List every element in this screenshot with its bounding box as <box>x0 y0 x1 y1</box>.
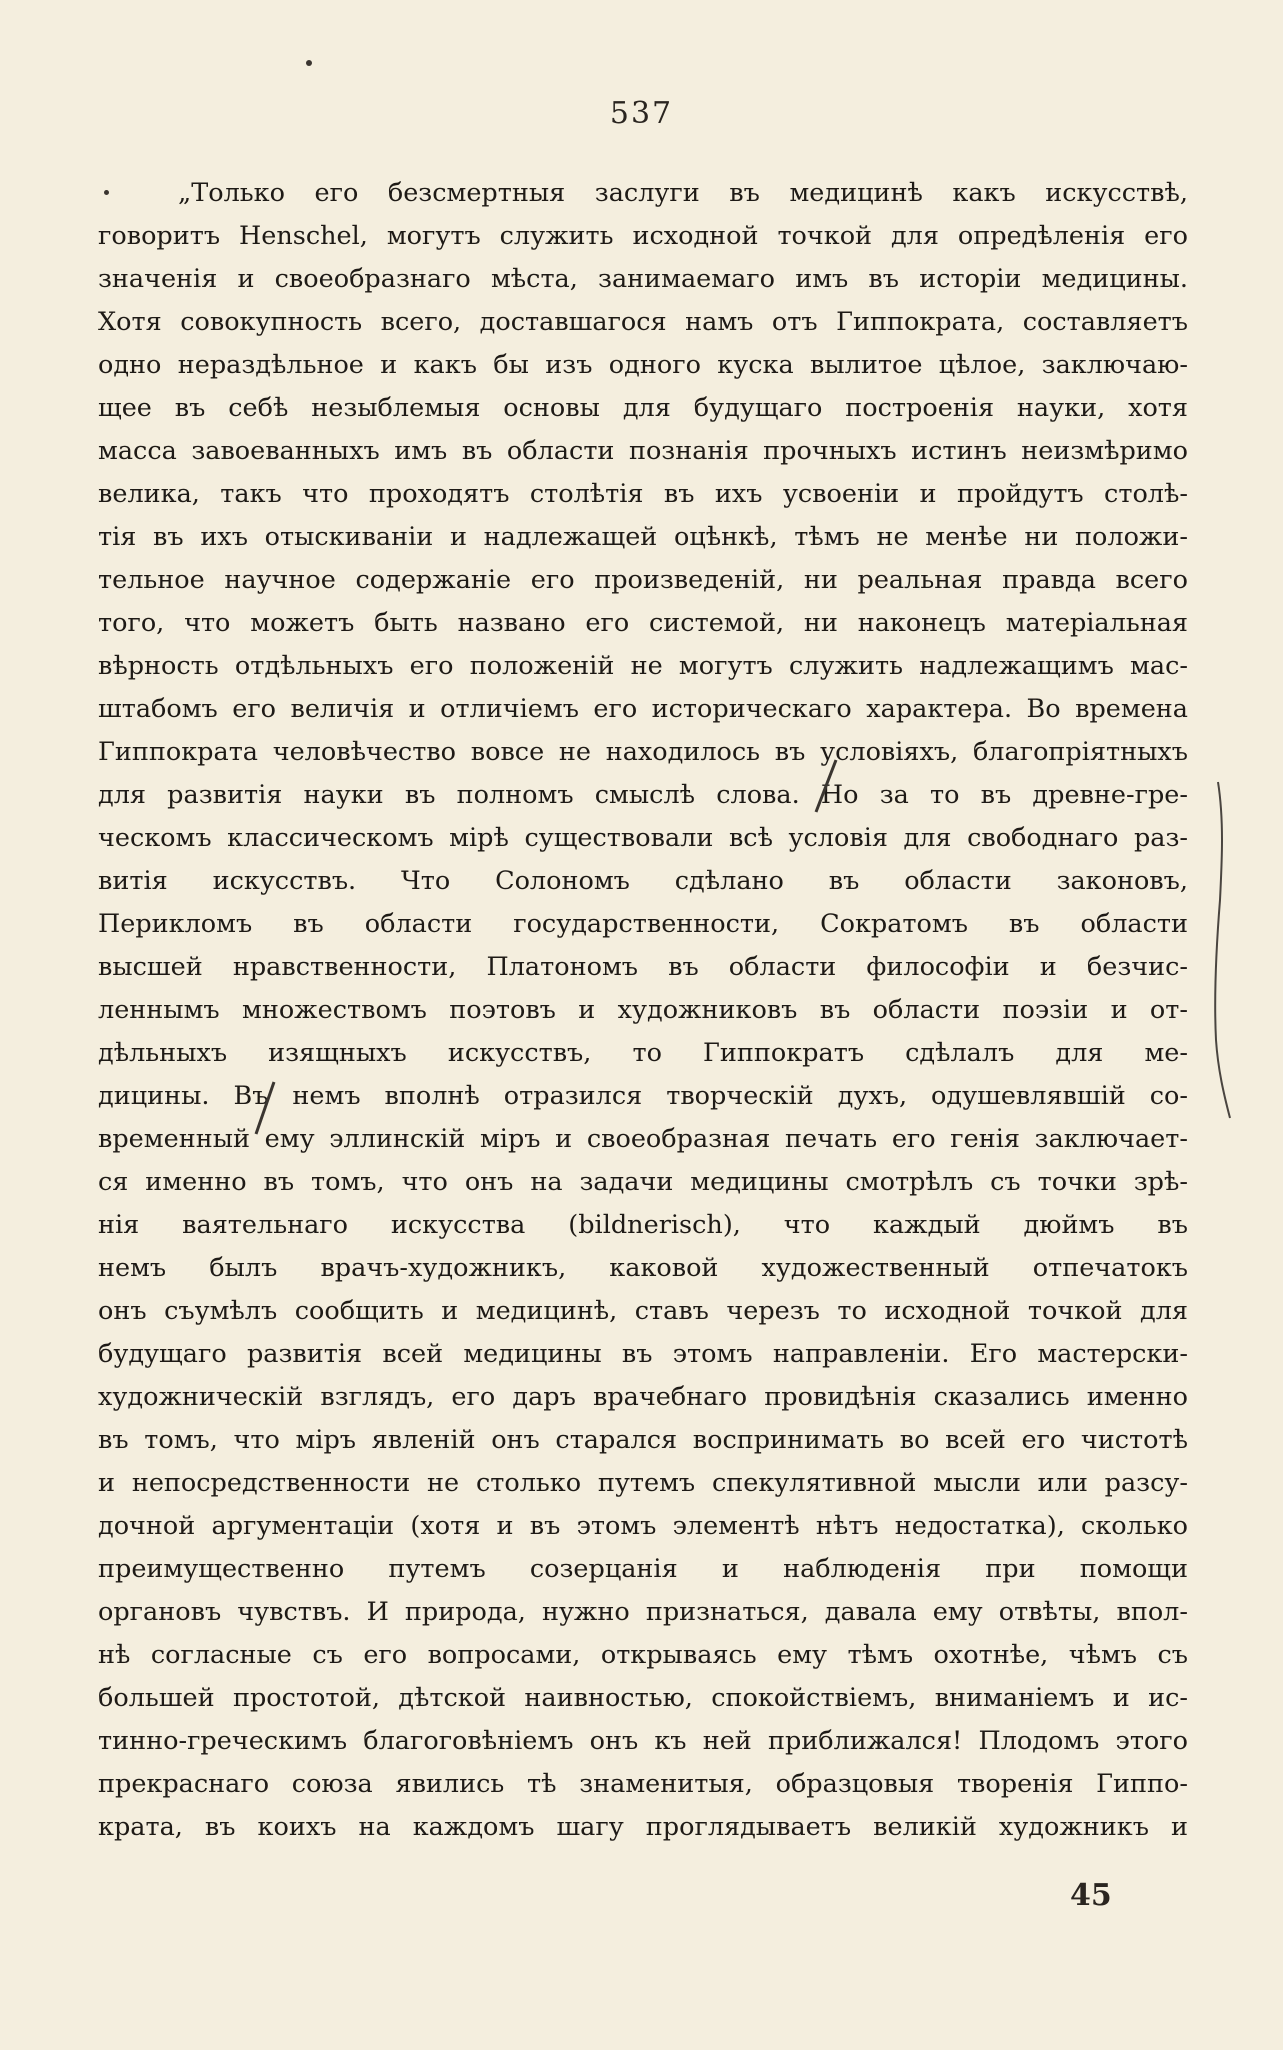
text-line: временный ему эллинскій міръ и своеобразная печать его генія заключает- <box>98 1124 1188 1154</box>
text-line: органовъ чувствъ. И природа, нужно признаться, давала ему отвѣты, впол- <box>98 1597 1188 1627</box>
text-line: въ томъ, что міръ явленій онъ старался воспринимать во всей его чистотѣ <box>98 1425 1188 1455</box>
body-text <box>98 172 1188 1849</box>
text-line: Хотя совокупность всего, доставшагося намъ отъ Гиппократа, составляетъ <box>98 307 1188 337</box>
text-line: „Только его безсмертныя заслуги въ медицинѣ какъ искусствѣ, <box>178 178 1188 208</box>
text-line: крата, въ коихъ на каждомъ шагу проглядываетъ великій художникъ и <box>98 1812 1188 1842</box>
text-line: дочной аргументаціи (хотя и въ этомъ элементѣ нѣтъ недостатка), сколько <box>98 1511 1188 1541</box>
pencil-slash-mark <box>250 1078 280 1138</box>
text-line: тельное научное содержаніе его произведеній, ни реальная правда всего <box>98 565 1188 595</box>
text-line: дицины. Въ немъ вполнѣ отразился творческій духъ, одушевлявшій со- <box>98 1081 1188 1111</box>
text-line: нія ваятельнаго искусства (bildnerisch), что каждый дюймъ въ <box>98 1210 1188 1240</box>
ink-dot <box>306 60 312 66</box>
text-line: прекраснаго союза явились тѣ знаменитыя, образцовыя творенія Гиппо- <box>98 1769 1188 1799</box>
text-line: онъ съумѣлъ сообщить и медицинѣ, ставъ черезъ то исходной точкой для <box>98 1296 1188 1326</box>
text-line: значенія и своеобразнаго мѣста, занимаемаго имъ въ исторіи медицины. <box>98 264 1188 294</box>
margin-pencil-bracket <box>1206 780 1236 1120</box>
text-line: того, что можетъ быть названо его системой, ни наконецъ матеріальная <box>98 608 1188 638</box>
text-line: немъ былъ врачъ-художникъ, каковой художественный отпечатокъ <box>98 1253 1188 1283</box>
text-line: велика, такъ что проходятъ столѣтія въ ихъ усвоеніи и пройдутъ столѣ- <box>98 479 1188 509</box>
text-line: говоритъ Henschel, могутъ служить исходной точкой для опредѣленія его <box>98 221 1188 251</box>
text-line: художническій взглядъ, его даръ врачебнаго провидѣнія сказались именно <box>98 1382 1188 1412</box>
text-line: ся именно въ томъ, что онъ на задачи медицины смотрѣлъ съ точки зрѣ- <box>98 1167 1188 1197</box>
sheet-number: 45 <box>1070 1878 1112 1913</box>
text-line: высшей нравственности, Платономъ въ области философіи и безчис- <box>98 952 1188 982</box>
text-line: щее въ себѣ незыблемыя основы для будущаго построенія науки, хотя <box>98 393 1188 423</box>
text-line: Гиппократа человѣчество вовсе не находилось въ условіяхъ, благопріятныхъ <box>98 737 1188 767</box>
text-line: витія искусствъ. Что Солономъ сдѣлано въ области законовъ, <box>98 866 1188 896</box>
text-line: и непосредственности не столько путемъ спекулятивной мысли или разсу- <box>98 1468 1188 1498</box>
text-line: одно нераздѣльное и какъ бы изъ одного куска вылитое цѣлое, заключаю- <box>98 350 1188 380</box>
text-line: дѣльныхъ изящныхъ искусствъ, то Гиппократъ сдѣлалъ для ме- <box>98 1038 1188 1068</box>
page-number: 537 <box>609 96 674 131</box>
text-line: тинно-греческимъ благоговѣніемъ онъ къ ней приближался! Плодомъ этого <box>98 1726 1188 1756</box>
text-line: тія въ ихъ отыскиваніи и надлежащей оцѣнкѣ, тѣмъ не менѣе ни положи- <box>98 522 1188 552</box>
text-line: вѣрность отдѣльныхъ его положеній не могутъ служить надлежащимъ мас- <box>98 651 1188 681</box>
text-line: леннымъ множествомъ поэтовъ и художниковъ въ области поэзіи и от- <box>98 995 1188 1025</box>
text-line: нѣ согласные съ его вопросами, открываясь ему тѣмъ охотнѣе, чѣмъ съ <box>98 1640 1188 1670</box>
text-line: преимущественно путемъ созерцанія и наблюденія при помощи <box>98 1554 1188 1584</box>
text-line: масса завоеванныхъ имъ въ области познанія прочныхъ истинъ неизмѣримо <box>98 436 1188 466</box>
text-line: большей простотой, дѣтской наивностью, спокойствіемъ, вниманіемъ и ис- <box>98 1683 1188 1713</box>
text-line: будущаго развитія всей медицины въ этомъ направленіи. Его мастерски- <box>98 1339 1188 1369</box>
pencil-slash-mark <box>810 756 840 816</box>
text-line: ческомъ классическомъ мірѣ существовали всѣ условія для свободнаго раз- <box>98 823 1188 853</box>
text-line: для развитія науки въ полномъ смыслѣ слова. Но за то въ древне-гре- <box>98 780 1188 810</box>
text-line: Перикломъ въ области государственности, Сократомъ въ области <box>98 909 1188 939</box>
text-line: штабомъ его величія и отличіемъ его историческаго характера. Во времена <box>98 694 1188 724</box>
